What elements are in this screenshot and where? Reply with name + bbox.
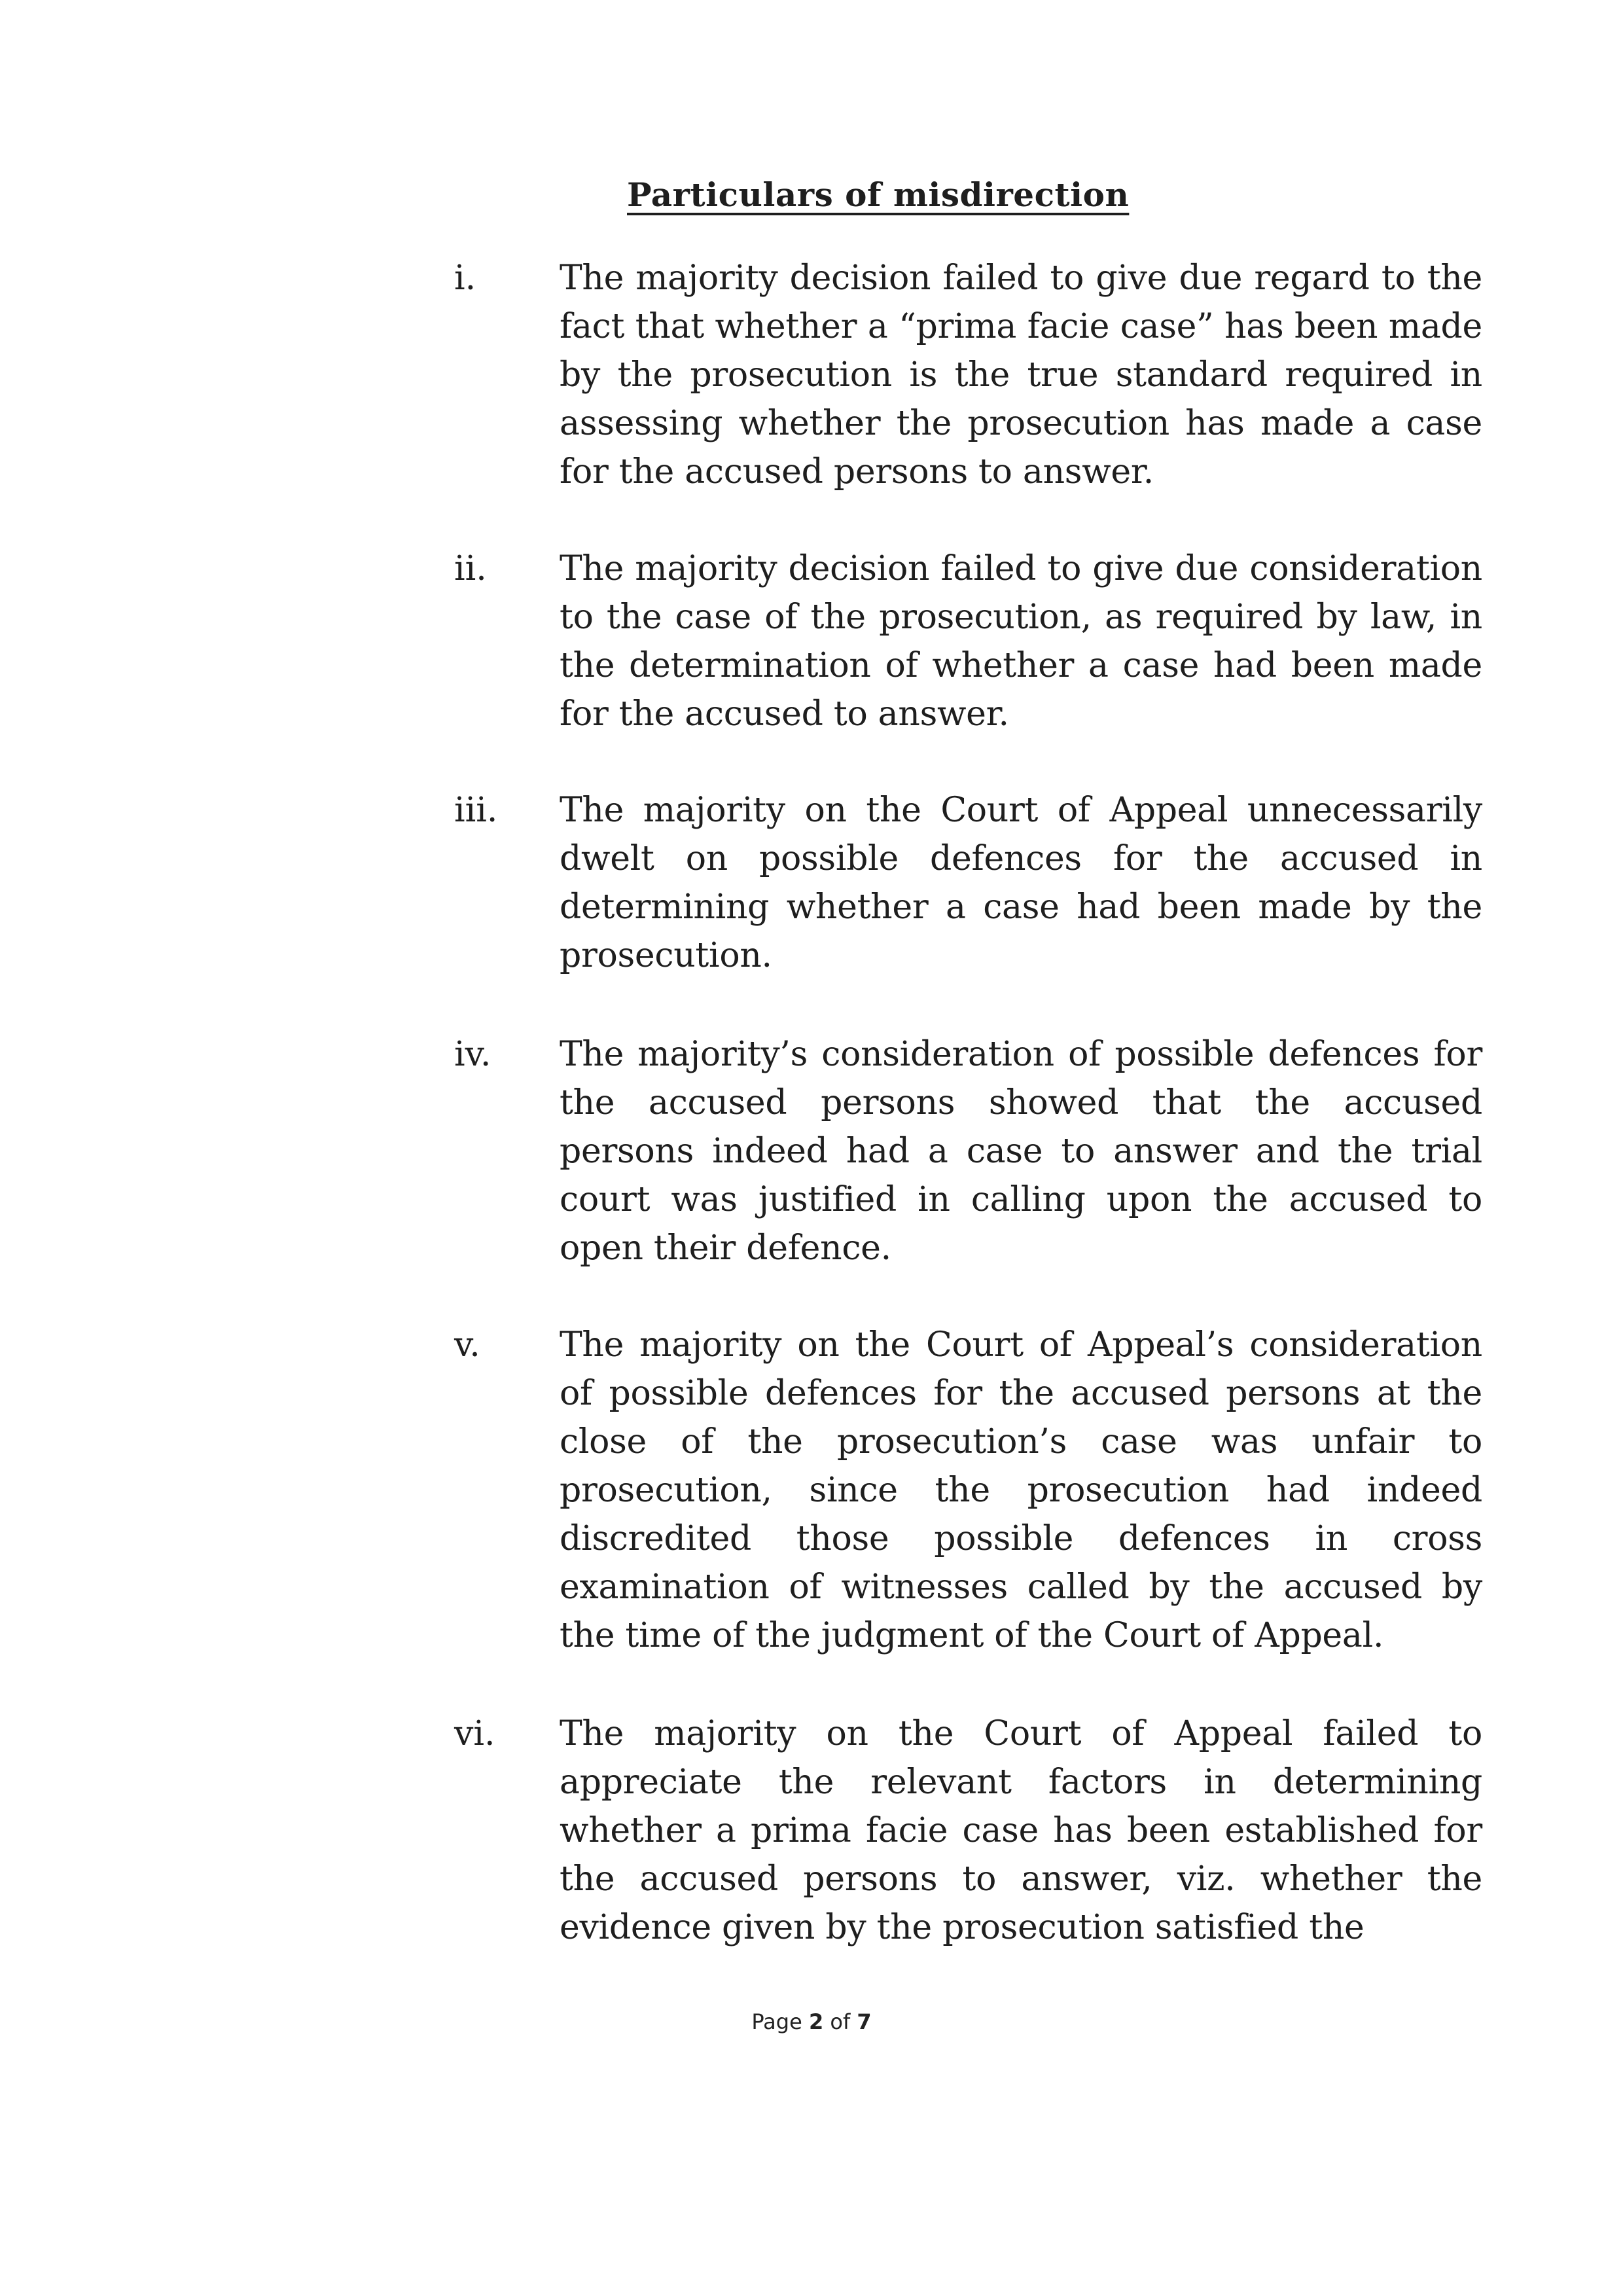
total-pages-number: 7 [857,2009,872,2034]
list-item-text: The majority on the Court of Appeal’s consideration of possible defences for the accused persons at the close of the prosecution’s case was unfair to prosecution, since the prosecution had indeed discredited those possible defences in cross examination of witnesses called by the accused by the time of the judgment of the Court of Appeal. [560,1325,1482,1655]
page-footer [0,2009,1623,2034]
list-item-numeral: ii. [454,549,487,588]
list-item-numeral: v. [454,1325,480,1365]
list-item-numeral: iii. [454,791,498,830]
list-item-numeral: iv. [454,1035,491,1074]
list-item-text: The majority decision failed to give due regard to the fact that whether a “prima facie case” has been made by the prosecution is the true standard required in assessing whether the prosecution has made a case for the accused persons to answer. [560,259,1482,492]
list-item-text: The majority’s consideration of possible defences for the accused persons showed that the accused persons indeed had a case to answer and the trial court was justified in calling upon the accused to open their defence. [560,1035,1482,1268]
list-item-text: The majority on the Court of Appeal failed to appreciate the relevant factors in determining whether a prima facie case has been established for the accused persons to answer, viz. whether the evidence given by the prosecution satisfied the [560,1714,1482,1947]
list-item-numeral: vi. [454,1714,495,1753]
of-label: of [830,2009,851,2034]
section-heading: Particulars of misdirection [627,175,1130,214]
current-page-number: 2 [808,2009,824,2034]
list-item-text: The majority on the Court of Appeal unnecessarily dwelt on possible defences for the accused in determining whether a case had been made by the prosecution. [560,791,1482,975]
list-item-numeral: i. [454,259,476,298]
list-item-text: The majority decision failed to give due consideration to the case of the prosecution, as required by law, in the determination of whether a case had been made for the accused to answer. [560,549,1482,734]
page-label: Page [751,2009,802,2034]
